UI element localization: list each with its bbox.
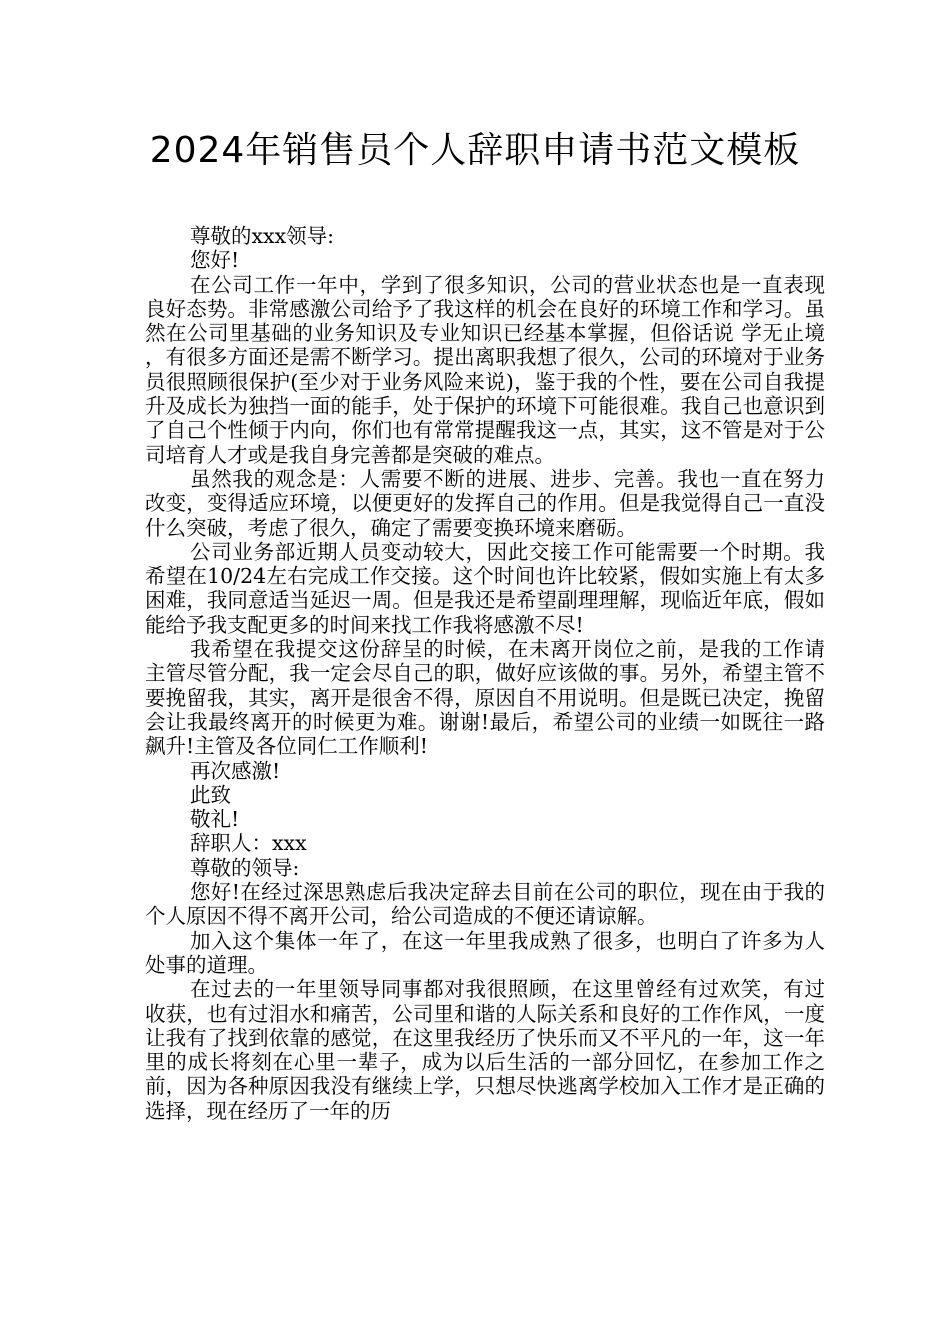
- closing-line: 此致: [190, 782, 231, 807]
- second-salutation: 尊敬的领导:: [190, 855, 300, 880]
- body-paragraph: 在过去的一年里领导同事都对我很照顾，在这里曾经有过欢笑，有过收获，也有过泪水和痛苦，公司里和谐的人际关系和良好的工作作风，一度让我有了找到依靠的感觉，在这里我经历了快乐而又不平凡的一年，这一年里的成长将刻在心里一辈子，成为以后生活的一部分回忆，在参加工作之前，因为各种原因我没有继续上学，只想尽快逃离学校加入工作才是正确的选择，现在经历了一年的历: [145, 977, 825, 1123]
- body-paragraph: 加入这个集体一年了，在这一年里我成熟了很多，也明白了许多为人处事的道理。: [145, 928, 825, 977]
- body-paragraph: 我希望在我提交这份辞呈的时候，在未离开岗位之前，是我的工作请主管尽管分配，我一定会尽自己的职，做好应该做的事。另外，希望主管不要挽留我，其实，离开是很舍不得，原因自不用说明。但是既已决定，挽留会让我最终离开的时候更为难。谢谢!最后，希望公司的业绩一如既往一路飙升!主管及各位同仁工作顺利!: [145, 637, 825, 759]
- document-title: 2024年销售员个人辞职申请书范文模板: [149, 130, 801, 171]
- greeting: 您好!: [190, 248, 240, 273]
- document-body: [145, 224, 825, 1123]
- signature-line: 辞职人：xxx: [190, 831, 307, 856]
- body-paragraph: 公司业务部近期人员变动较大，因此交接工作可能需要一个时期。我希望在10/24左右完成工作交接。这个时间也许比较紧，假如实施上有太多困难，我同意适当延迟一周。但是我还是希望副理理解，现临近年底，假如能给予我支配更多的时间来找工作我将感激不尽!: [145, 539, 825, 637]
- thanks-line: 再次感激!: [190, 758, 281, 783]
- body-paragraph: 您好!在经过深思熟虑后我决定辞去目前在公司的职位，现在由于我的个人原因不得不离开公司，给公司造成的不便还请谅解。: [145, 880, 825, 929]
- body-paragraph: 虽然我的观念是：人需要不断的进展、进步、完善。我也一直在努力改变，变得适应环境，以便更好的发挥自己的作用。但是我觉得自己一直没什么突破，考虑了很久，确定了需要变换环境来磨砺。: [145, 466, 825, 540]
- regards-line: 敬礼!: [190, 807, 240, 832]
- body-paragraph: 在公司工作一年中，学到了很多知识，公司的营业状态也是一直表现良好态势。非常感激公司给予了我这样的机会在良好的环境工作和学习。虽然在公司里基础的业务知识及专业知识已经基本掌握，但俗话说 学无止境 ，有很多方面还是需不断学习。提出离职我想了很久，公司的环境对于业务员很照顾很保护(至少对于业务风险来说)，鉴于我的个性，要在公司自我提升及成长为独挡一面的能手，处于保护的环境下可能很难。我自己也意识到了自己个性倾于内向，你们也有常常提醒我这一点，其实，这不管是对于公司培育人才或是我自身完善都是突破的难点。: [145, 272, 825, 467]
- salutation: 尊敬的xxx领导:: [190, 224, 335, 248]
